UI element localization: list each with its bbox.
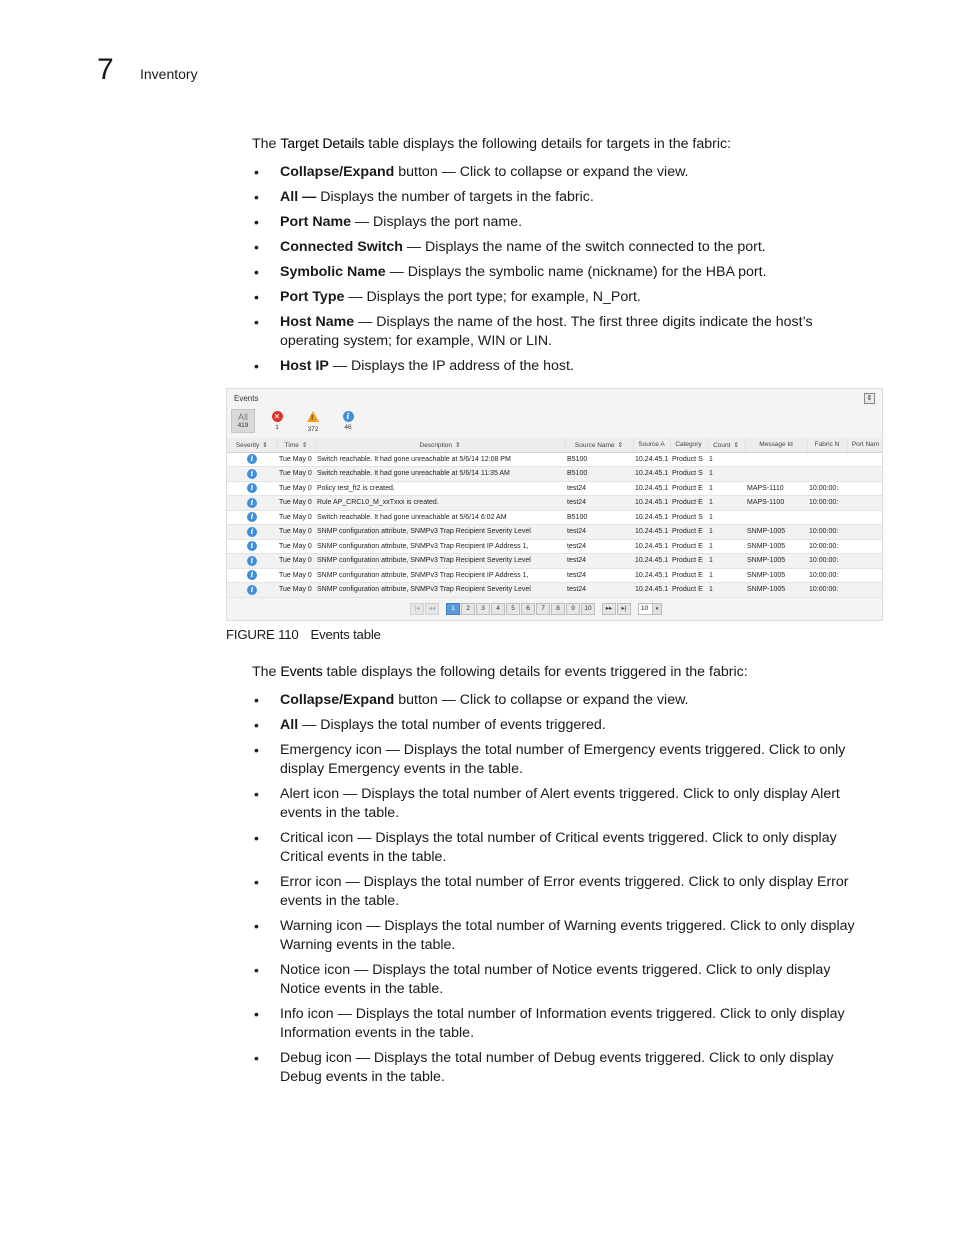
events-table	[227, 438, 883, 598]
table-cell: test24	[565, 481, 633, 496]
page-button-4[interactable]: 4	[491, 603, 505, 615]
error-filter-button[interactable]: ✕ 1	[265, 411, 289, 431]
target-detail-item	[252, 163, 872, 182]
description: Info icon — Displays the total number of Information events triggered. Click to only display Information events in the table.	[280, 1006, 845, 1041]
table-cell: Product E	[670, 496, 707, 511]
column-header[interactable]	[277, 438, 315, 452]
event-detail-item	[252, 873, 872, 911]
table-cell: 10.24.45.1	[633, 568, 670, 583]
table-cell	[807, 452, 847, 467]
page-button-10[interactable]: 10	[581, 603, 595, 615]
column-label: Severity	[235, 441, 260, 449]
events-panel-title: Events	[234, 394, 259, 403]
page-button-6[interactable]: 6	[521, 603, 535, 615]
table-cell: B5100	[565, 510, 633, 525]
table-cell: test24	[565, 539, 633, 554]
table-cell: SNMP configuration attribute, SNMPv3 Trap Recipient Severity Level	[315, 554, 565, 569]
table-row[interactable]	[227, 525, 883, 540]
bullet-marker: •	[254, 692, 259, 708]
table-cell: 10.24.45.1	[633, 481, 670, 496]
severity-cell	[227, 525, 277, 540]
next-page-button[interactable]: ▸▸	[602, 603, 616, 615]
table-cell: 10.24.45.1	[633, 525, 670, 540]
term: Collapse/Expand	[280, 164, 395, 180]
table-cell: 10:00:00:	[807, 496, 847, 511]
bullet-marker: •	[254, 742, 259, 758]
description: Emergency icon — Displays the total number of Emergency events triggered. Click to only display Emergency events in the table.	[280, 742, 846, 777]
table-cell: 1	[707, 525, 745, 540]
all-events-button[interactable]: All 419	[231, 409, 255, 433]
severity-cell	[227, 583, 277, 598]
table-cell: Policy test_ft2 is created.	[315, 481, 565, 496]
bullet-marker: •	[254, 164, 259, 180]
table-cell: test24	[565, 583, 633, 598]
description: — Displays the name of the host. The first three digits indicate the host’s operating system; for example, WIN or LIN.	[280, 314, 813, 349]
table-cell: Product E	[670, 583, 707, 598]
bullet-marker: •	[254, 717, 259, 733]
table-cell: 1	[707, 510, 745, 525]
table-cell: test24	[565, 568, 633, 583]
table-cell: SNMP-1005	[745, 583, 807, 598]
target-detail-item	[252, 263, 872, 282]
table-cell: 10.24.45.1	[633, 554, 670, 569]
table-cell: test24	[565, 525, 633, 540]
bullet-marker: •	[254, 189, 259, 205]
page-button-3[interactable]: 3	[476, 603, 490, 615]
severity-cell	[227, 452, 277, 467]
info-icon: i	[247, 541, 257, 551]
table-cell: 1	[707, 539, 745, 554]
table-cell: SNMP configuration attribute, SNMPv3 Trap Recipient Severity Level	[315, 525, 565, 540]
table-cell	[807, 467, 847, 482]
term: Connected Switch	[280, 239, 403, 255]
bullet-marker: •	[254, 214, 259, 230]
chapter-title: Inventory	[140, 66, 198, 82]
event-detail-item	[252, 917, 872, 955]
collapse-expand-button[interactable]: ⇕	[864, 393, 875, 404]
sort-icon: ⇕	[455, 441, 461, 449]
column-header[interactable]	[670, 438, 707, 452]
info-filter-button[interactable]: i 46	[344, 411, 352, 431]
target-detail-item	[252, 313, 872, 351]
page-button-1[interactable]: 1	[446, 603, 460, 615]
table-cell: 1	[707, 467, 745, 482]
event-detail-item	[252, 961, 872, 999]
table-cell: Product E	[670, 554, 707, 569]
severity-cell	[227, 554, 277, 569]
info-icon: i	[247, 570, 257, 580]
description: Warning icon — Displays the total number of Warning events triggered. Click to only display Warning events in the table.	[280, 918, 855, 953]
description: Debug icon — Displays the total number of Debug events triggered. Click to only display Debug events in the table.	[280, 1050, 834, 1085]
table-row[interactable]	[227, 554, 883, 569]
info-icon: i	[247, 527, 257, 537]
table-cell: Tue May 0	[277, 568, 315, 583]
column-label: Port Nam	[851, 441, 880, 449]
bullet-marker: •	[254, 1006, 259, 1022]
page-button-7[interactable]: 7	[536, 603, 550, 615]
severity-cell	[227, 481, 277, 496]
info-icon: i	[247, 498, 257, 508]
table-row[interactable]	[227, 481, 883, 496]
info-icon: i	[247, 556, 257, 566]
info-icon: i	[343, 411, 354, 422]
info-icon: i	[247, 585, 257, 595]
info-icon: i	[247, 469, 257, 479]
table-cell: 10.24.45.1	[633, 510, 670, 525]
figure-caption: FIGURE 110 Events table	[226, 627, 381, 642]
warning-filter-button[interactable]: ! 372	[301, 411, 325, 433]
table-cell: 1	[707, 452, 745, 467]
column-label: Count	[713, 441, 731, 449]
table-cell: Tue May 0	[277, 554, 315, 569]
column-label: Category	[675, 441, 702, 449]
table-cell	[847, 583, 883, 598]
table-cell	[847, 568, 883, 583]
table-cell	[847, 525, 883, 540]
description: — Displays the total number of events triggered.	[298, 717, 606, 733]
table-cell: SNMP-1005	[745, 525, 807, 540]
table-cell	[847, 554, 883, 569]
severity-cell	[227, 510, 277, 525]
term: Port Type	[280, 289, 345, 305]
table-cell: SNMP configuration attribute, SNMPv3 Trap Recipient IP Address 1,	[315, 568, 565, 583]
table-cell	[745, 452, 807, 467]
page-size-value: 10	[641, 605, 649, 612]
table-cell: 10.24.45.1	[633, 452, 670, 467]
term: Collapse/Expand	[280, 692, 395, 708]
table-cell: 10:00:00:	[807, 568, 847, 583]
column-label: Description	[419, 441, 453, 449]
table-cell: test24	[565, 554, 633, 569]
table-row[interactable]	[227, 452, 883, 467]
event-detail-item	[252, 691, 872, 710]
table-cell: 1	[707, 583, 745, 598]
event-detail-item	[252, 1005, 872, 1043]
table-cell: 10:00:00:	[807, 583, 847, 598]
page-button-8[interactable]: 8	[551, 603, 565, 615]
description: — Displays the port type; for example, N_Port.	[344, 289, 641, 305]
target-detail-item	[252, 188, 872, 207]
event-detail-item	[252, 829, 872, 867]
table-cell: SNMP configuration attribute, SNMPv3 Trap Recipient IP Address 1,	[315, 539, 565, 554]
table-cell: 1	[707, 496, 745, 511]
description: — Displays the IP address of the host.	[328, 358, 574, 374]
chevron-down-icon: ▾	[652, 604, 661, 614]
table-cell: 10:00:00:	[807, 525, 847, 540]
error-icon: ✕	[272, 411, 283, 422]
table-row[interactable]	[227, 496, 883, 511]
description: — Displays the port name.	[350, 214, 523, 230]
column-label: Message Id	[759, 441, 793, 449]
column-header[interactable]	[315, 438, 565, 452]
sort-icon: ⇕	[262, 441, 268, 449]
table-cell: Product E	[670, 568, 707, 583]
description: Displays the number of targets in the fabric.	[316, 189, 594, 205]
table-row[interactable]	[227, 510, 883, 525]
chapter-number: 7	[97, 53, 114, 86]
page-button-9[interactable]: 9	[566, 603, 580, 615]
page-size-select[interactable]	[638, 603, 662, 615]
table-cell: Tue May 0	[277, 452, 315, 467]
table-cell: Tue May 0	[277, 583, 315, 598]
table-cell	[745, 510, 807, 525]
table-cell: Product E	[670, 539, 707, 554]
sort-icon: ⇕	[617, 441, 624, 449]
table-cell: Product S	[670, 467, 707, 482]
table-row[interactable]	[227, 583, 883, 598]
table-cell	[847, 539, 883, 554]
severity-cell	[227, 539, 277, 554]
table-row[interactable]	[227, 568, 883, 583]
column-header[interactable]	[745, 438, 807, 452]
events-details-list	[252, 691, 872, 1093]
description: Notice icon — Displays the total number of Notice events triggered. Click to only display Notice events in the table.	[280, 962, 831, 997]
sort-icon: ⇕	[301, 441, 308, 449]
table-cell: 1	[707, 568, 745, 583]
table-cell	[847, 467, 883, 482]
column-header[interactable]	[807, 438, 847, 452]
events-intro: The Events table displays the following details for events triggered in the fabric:	[252, 664, 748, 680]
table-cell: 10:00:00:	[807, 481, 847, 496]
target-detail-item	[252, 288, 872, 307]
target-details-list	[252, 163, 872, 382]
table-cell: Product S	[670, 510, 707, 525]
event-detail-item	[252, 741, 872, 779]
table-cell	[745, 467, 807, 482]
last-page-button[interactable]: ▸|	[617, 603, 631, 615]
table-cell: Product S	[670, 452, 707, 467]
severity-cell	[227, 496, 277, 511]
table-cell: 1	[707, 481, 745, 496]
first-page-button[interactable]: |◂	[410, 603, 424, 615]
table-cell	[847, 510, 883, 525]
info-icon: i	[247, 483, 257, 493]
table-cell: Tue May 0	[277, 496, 315, 511]
table-cell	[847, 481, 883, 496]
table-cell: B5100	[565, 452, 633, 467]
target-details-intro: The Target Details table displays the following details for targets in the fabric:	[252, 136, 732, 152]
table-cell: Switch reachable. It had gone unreachable at 5/6/14 12:08 PM	[315, 452, 565, 467]
table-cell: SNMP configuration attribute, SNMPv3 Trap Recipient Severity Level	[315, 583, 565, 598]
prev-page-button[interactable]: ◂◂	[425, 603, 439, 615]
severity-cell	[227, 467, 277, 482]
events-table-figure	[226, 388, 883, 621]
bullet-marker: •	[254, 786, 259, 802]
table-cell: Tue May 0	[277, 539, 315, 554]
column-header[interactable]	[633, 438, 670, 452]
table-cell: test24	[565, 496, 633, 511]
event-detail-item	[252, 785, 872, 823]
target-detail-item	[252, 238, 872, 257]
column-header[interactable]	[847, 438, 883, 452]
table-row[interactable]	[227, 539, 883, 554]
column-label: Time	[284, 441, 299, 449]
table-cell: Rule AP_CRCL0_M_xxTxxx is created.	[315, 496, 565, 511]
page-button-2[interactable]: 2	[461, 603, 475, 615]
bullet-marker: •	[254, 1050, 259, 1066]
page-button-5[interactable]: 5	[506, 603, 520, 615]
bullet-marker: •	[254, 264, 259, 280]
table-cell: 10.24.45.1	[633, 583, 670, 598]
table-cell: Tue May 0	[277, 510, 315, 525]
event-detail-item	[252, 716, 872, 735]
bullet-marker: •	[254, 874, 259, 890]
table-cell	[807, 510, 847, 525]
column-header[interactable]	[707, 438, 745, 452]
table-cell: MAPS-1110	[745, 481, 807, 496]
target-detail-item	[252, 357, 872, 376]
description: Error icon — Displays the total number of Error events triggered. Click to only display Error events in the table.	[280, 874, 849, 909]
term: Symbolic Name	[280, 264, 386, 280]
column-header[interactable]	[227, 438, 277, 452]
info-icon: i	[247, 512, 257, 522]
description: button — Click to collapse or expand the view.	[394, 164, 689, 180]
table-cell: 10.24.45.1	[633, 496, 670, 511]
column-label: Fabric N	[814, 441, 840, 449]
severity-cell	[227, 568, 277, 583]
event-detail-item	[252, 1049, 872, 1087]
term: Host IP	[280, 358, 329, 374]
table-cell: B5100	[565, 467, 633, 482]
table-cell: MAPS-1100	[745, 496, 807, 511]
bullet-marker: •	[254, 289, 259, 305]
bullet-marker: •	[254, 314, 259, 330]
column-header[interactable]	[565, 438, 633, 452]
table-cell: Tue May 0	[277, 467, 315, 482]
table-cell: 10:00:00:	[807, 554, 847, 569]
info-icon: i	[247, 454, 257, 464]
term: Port Name	[280, 214, 351, 230]
table-cell: SNMP-1005	[745, 554, 807, 569]
table-cell: SNMP-1005	[745, 539, 807, 554]
bullet-marker: •	[254, 962, 259, 978]
bullet-marker: •	[254, 918, 259, 934]
table-cell	[847, 496, 883, 511]
sort-icon: ⇕	[733, 441, 739, 449]
description: button — Click to collapse or expand the view.	[394, 692, 689, 708]
table-cell: Product E	[670, 525, 707, 540]
table-cell	[847, 452, 883, 467]
table-row[interactable]	[227, 467, 883, 482]
table-cell: Switch reachable. It had gone unreachable at 5/6/14 6:02 AM	[315, 510, 565, 525]
term: All —	[280, 189, 317, 205]
description: Critical icon — Displays the total number of Critical events triggered. Click to only display Critical events in the table.	[280, 830, 837, 865]
table-cell: 10:00:00:	[807, 539, 847, 554]
table-cell: Product E	[670, 481, 707, 496]
description: — Displays the symbolic name (nickname) for the HBA port.	[385, 264, 767, 280]
description: — Displays the name of the switch connected to the port.	[402, 239, 766, 255]
term: All	[280, 717, 299, 733]
description: Alert icon — Displays the total number of Alert events triggered. Click to only display Alert events in the table.	[280, 786, 840, 821]
table-cell: Tue May 0	[277, 525, 315, 540]
target-detail-item	[252, 213, 872, 232]
table-cell: SNMP-1005	[745, 568, 807, 583]
bullet-marker: •	[254, 358, 259, 374]
column-label: Source A	[638, 441, 665, 449]
bullet-marker: •	[254, 830, 259, 846]
bullet-marker: •	[254, 239, 259, 255]
table-cell: Switch reachable. It had gone unreachable at 5/6/14 11:35 AM	[315, 467, 565, 482]
warning-icon: !	[307, 411, 319, 422]
table-cell: 10.24.45.1	[633, 467, 670, 482]
events-pager	[410, 603, 662, 616]
table-cell: 10.24.45.1	[633, 539, 670, 554]
table-cell: Tue May 0	[277, 481, 315, 496]
term: Host Name	[280, 314, 355, 330]
table-cell: 1	[707, 554, 745, 569]
column-label: Source Name	[574, 441, 615, 449]
